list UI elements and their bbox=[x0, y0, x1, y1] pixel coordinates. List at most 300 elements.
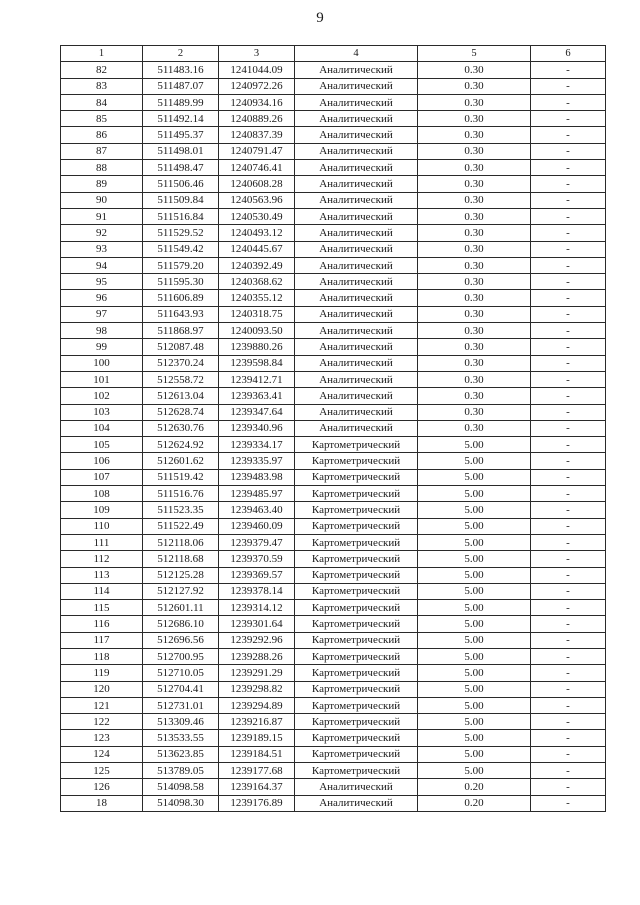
table-cell: Аналитический bbox=[295, 388, 418, 404]
table-row bbox=[61, 404, 606, 420]
table-row bbox=[61, 274, 606, 290]
table-cell: 511483.16 bbox=[143, 62, 219, 78]
table-cell: 513533.55 bbox=[143, 730, 219, 746]
table-cell: 105 bbox=[61, 437, 143, 453]
table-cell: 121 bbox=[61, 697, 143, 713]
table-row bbox=[61, 371, 606, 387]
table-row bbox=[61, 306, 606, 322]
table-cell: 1239298.82 bbox=[219, 681, 295, 697]
table-cell: 1239460.09 bbox=[219, 518, 295, 534]
table-cell: 511549.42 bbox=[143, 241, 219, 257]
table-cell: 1239598.84 bbox=[219, 355, 295, 371]
table-cell: Картометрический bbox=[295, 632, 418, 648]
table-cell: 1239347.64 bbox=[219, 404, 295, 420]
table-cell: - bbox=[531, 94, 606, 110]
table-row bbox=[61, 453, 606, 469]
table-cell: 513789.05 bbox=[143, 763, 219, 779]
table-row bbox=[61, 241, 606, 257]
table-cell: 1239483.98 bbox=[219, 469, 295, 485]
table-row bbox=[61, 583, 606, 599]
table-row bbox=[61, 518, 606, 534]
table-cell: - bbox=[531, 486, 606, 502]
table-cell: Аналитический bbox=[295, 306, 418, 322]
table-row bbox=[61, 534, 606, 550]
table-cell: 1239412.71 bbox=[219, 371, 295, 387]
table-cell: 512125.28 bbox=[143, 567, 219, 583]
table-cell: 114 bbox=[61, 583, 143, 599]
table-cell: - bbox=[531, 176, 606, 192]
table-cell: 5.00 bbox=[418, 453, 531, 469]
table-cell: - bbox=[531, 208, 606, 224]
table-cell: - bbox=[531, 746, 606, 762]
table-cell: 5.00 bbox=[418, 567, 531, 583]
table-row bbox=[61, 78, 606, 94]
table-cell: 0.30 bbox=[418, 208, 531, 224]
table-cell: 0.30 bbox=[418, 192, 531, 208]
table-cell: - bbox=[531, 62, 606, 78]
table-row bbox=[61, 143, 606, 159]
table-cell: 0.30 bbox=[418, 127, 531, 143]
table-row bbox=[61, 632, 606, 648]
table-cell: 116 bbox=[61, 616, 143, 632]
table-cell: 512558.72 bbox=[143, 371, 219, 387]
table-cell: 120 bbox=[61, 681, 143, 697]
table-cell: 0.30 bbox=[418, 371, 531, 387]
table-cell: - bbox=[531, 534, 606, 550]
table-cell: 511495.37 bbox=[143, 127, 219, 143]
table-cell: 111 bbox=[61, 534, 143, 550]
table-cell: 1239370.59 bbox=[219, 551, 295, 567]
table-cell: 511489.99 bbox=[143, 94, 219, 110]
table-cell: 115 bbox=[61, 600, 143, 616]
table-cell: 1239292.96 bbox=[219, 632, 295, 648]
table-row bbox=[61, 208, 606, 224]
table-row bbox=[61, 600, 606, 616]
table-cell: Картометрический bbox=[295, 469, 418, 485]
table-cell: 513623.85 bbox=[143, 746, 219, 762]
table-cell: Картометрический bbox=[295, 600, 418, 616]
table-row bbox=[61, 62, 606, 78]
table-cell: 511522.49 bbox=[143, 518, 219, 534]
table-cell: 511595.30 bbox=[143, 274, 219, 290]
table-cell: 89 bbox=[61, 176, 143, 192]
column-header: 4 bbox=[295, 46, 418, 62]
table-cell: 0.30 bbox=[418, 176, 531, 192]
table-cell: Аналитический bbox=[295, 404, 418, 420]
table-cell: 87 bbox=[61, 143, 143, 159]
table-cell: - bbox=[531, 290, 606, 306]
table-cell: - bbox=[531, 469, 606, 485]
table-cell: 512118.06 bbox=[143, 534, 219, 550]
table-cell: 511643.93 bbox=[143, 306, 219, 322]
table-cell: 0.30 bbox=[418, 339, 531, 355]
table-cell: 1239301.64 bbox=[219, 616, 295, 632]
table-cell: 104 bbox=[61, 420, 143, 436]
table-cell: 512370.24 bbox=[143, 355, 219, 371]
table-cell: 5.00 bbox=[418, 697, 531, 713]
table-row bbox=[61, 746, 606, 762]
table-cell: - bbox=[531, 763, 606, 779]
table-cell: 109 bbox=[61, 502, 143, 518]
table-cell: 512601.62 bbox=[143, 453, 219, 469]
table-row bbox=[61, 355, 606, 371]
table-body bbox=[61, 62, 606, 812]
table-cell: 1240392.49 bbox=[219, 257, 295, 273]
table-cell: 123 bbox=[61, 730, 143, 746]
table-cell: 511516.84 bbox=[143, 208, 219, 224]
table-cell: 511487.07 bbox=[143, 78, 219, 94]
table-cell: 118 bbox=[61, 648, 143, 664]
table-row bbox=[61, 763, 606, 779]
table-cell: 0.30 bbox=[418, 143, 531, 159]
table-cell: Картометрический bbox=[295, 534, 418, 550]
table-cell: - bbox=[531, 78, 606, 94]
table-cell: 108 bbox=[61, 486, 143, 502]
table-cell: Аналитический bbox=[295, 176, 418, 192]
table-cell: 5.00 bbox=[418, 600, 531, 616]
table-cell: - bbox=[531, 665, 606, 681]
column-header: 3 bbox=[219, 46, 295, 62]
table-cell: - bbox=[531, 600, 606, 616]
table-cell: 1241044.09 bbox=[219, 62, 295, 78]
table-cell: 100 bbox=[61, 355, 143, 371]
page-number: 9 bbox=[316, 10, 324, 26]
table-cell: 5.00 bbox=[418, 763, 531, 779]
table-cell: 0.30 bbox=[418, 78, 531, 94]
table-cell: Картометрический bbox=[295, 486, 418, 502]
table-cell: 512127.92 bbox=[143, 583, 219, 599]
table-cell: 1240746.41 bbox=[219, 160, 295, 176]
table-cell: - bbox=[531, 420, 606, 436]
table-cell: Картометрический bbox=[295, 714, 418, 730]
table-cell: Картометрический bbox=[295, 763, 418, 779]
table-cell: Картометрический bbox=[295, 502, 418, 518]
table-cell: 512087.48 bbox=[143, 339, 219, 355]
table-cell: Картометрический bbox=[295, 437, 418, 453]
table-cell: 103 bbox=[61, 404, 143, 420]
table-cell: 1240837.39 bbox=[219, 127, 295, 143]
table-cell: 1239216.87 bbox=[219, 714, 295, 730]
table-cell: 512118.68 bbox=[143, 551, 219, 567]
table-cell: 512601.11 bbox=[143, 600, 219, 616]
table-cell: - bbox=[531, 697, 606, 713]
table-cell: - bbox=[531, 795, 606, 811]
table-cell: Картометрический bbox=[295, 648, 418, 664]
table-row bbox=[61, 502, 606, 518]
table-row bbox=[61, 290, 606, 306]
table-cell: 1240093.50 bbox=[219, 323, 295, 339]
table-cell: 512704.41 bbox=[143, 681, 219, 697]
table-row bbox=[61, 697, 606, 713]
table-cell: - bbox=[531, 127, 606, 143]
table-cell: 1239485.97 bbox=[219, 486, 295, 502]
table-cell: Картометрический bbox=[295, 616, 418, 632]
table-cell: - bbox=[531, 730, 606, 746]
table-cell: - bbox=[531, 257, 606, 273]
table-cell: 511498.47 bbox=[143, 160, 219, 176]
table-row bbox=[61, 225, 606, 241]
table-cell: Картометрический bbox=[295, 681, 418, 697]
table-cell: 0.30 bbox=[418, 160, 531, 176]
column-header: 1 bbox=[61, 46, 143, 62]
table-cell: 84 bbox=[61, 94, 143, 110]
table-cell: 1240493.12 bbox=[219, 225, 295, 241]
table-cell: 113 bbox=[61, 567, 143, 583]
table-cell: 1239379.47 bbox=[219, 534, 295, 550]
table-cell: - bbox=[531, 225, 606, 241]
table-cell: 514098.58 bbox=[143, 779, 219, 795]
table-cell: 5.00 bbox=[418, 518, 531, 534]
table-row bbox=[61, 257, 606, 273]
table-row bbox=[61, 111, 606, 127]
table-cell: - bbox=[531, 241, 606, 257]
table-cell: 512628.74 bbox=[143, 404, 219, 420]
table-row bbox=[61, 192, 606, 208]
table-cell: Картометрический bbox=[295, 453, 418, 469]
column-header: 6 bbox=[531, 46, 606, 62]
table-cell: Аналитический bbox=[295, 208, 418, 224]
table-cell: 1239164.37 bbox=[219, 779, 295, 795]
table-cell: 93 bbox=[61, 241, 143, 257]
table-cell: Картометрический bbox=[295, 518, 418, 534]
table-cell: Картометрический bbox=[295, 665, 418, 681]
table-cell: 82 bbox=[61, 62, 143, 78]
table-row bbox=[61, 127, 606, 143]
table-cell: 1239378.14 bbox=[219, 583, 295, 599]
table-row bbox=[61, 437, 606, 453]
table-cell: 117 bbox=[61, 632, 143, 648]
table-cell: 5.00 bbox=[418, 746, 531, 762]
table-cell: 1239369.57 bbox=[219, 567, 295, 583]
table-cell: - bbox=[531, 437, 606, 453]
table-cell: 0.20 bbox=[418, 779, 531, 795]
table-cell: Картометрический bbox=[295, 583, 418, 599]
table-row bbox=[61, 779, 606, 795]
table-row bbox=[61, 551, 606, 567]
table-cell: 511606.89 bbox=[143, 290, 219, 306]
table-cell: 5.00 bbox=[418, 583, 531, 599]
table-cell: 112 bbox=[61, 551, 143, 567]
table-cell: - bbox=[531, 339, 606, 355]
table-cell: - bbox=[531, 632, 606, 648]
table-cell: 92 bbox=[61, 225, 143, 241]
table-cell: Аналитический bbox=[295, 257, 418, 273]
table-cell: 1240608.28 bbox=[219, 176, 295, 192]
table-cell: 102 bbox=[61, 388, 143, 404]
table-cell: 1239294.89 bbox=[219, 697, 295, 713]
table-cell: 5.00 bbox=[418, 551, 531, 567]
table-cell: 1240934.16 bbox=[219, 94, 295, 110]
table-cell: - bbox=[531, 143, 606, 159]
table-cell: - bbox=[531, 779, 606, 795]
table-cell: 511509.84 bbox=[143, 192, 219, 208]
table-cell: Аналитический bbox=[295, 111, 418, 127]
table-cell: 511868.97 bbox=[143, 323, 219, 339]
table-row bbox=[61, 176, 606, 192]
table-cell: - bbox=[531, 306, 606, 322]
table-cell: 1239314.12 bbox=[219, 600, 295, 616]
table-header bbox=[61, 46, 606, 62]
table-cell: 5.00 bbox=[418, 648, 531, 664]
coordinates-table bbox=[60, 45, 606, 812]
table-cell: 0.30 bbox=[418, 388, 531, 404]
table-cell: 0.30 bbox=[418, 225, 531, 241]
table-cell: Картометрический bbox=[295, 567, 418, 583]
table-header-row bbox=[61, 46, 606, 62]
table-cell: 1240791.47 bbox=[219, 143, 295, 159]
table-cell: 0.20 bbox=[418, 795, 531, 811]
table-cell: Аналитический bbox=[295, 143, 418, 159]
table-cell: Аналитический bbox=[295, 355, 418, 371]
table-cell: - bbox=[531, 404, 606, 420]
table-cell: 0.30 bbox=[418, 323, 531, 339]
table-cell: 1239463.40 bbox=[219, 502, 295, 518]
table-cell: 107 bbox=[61, 469, 143, 485]
table-row bbox=[61, 94, 606, 110]
table-cell: - bbox=[531, 160, 606, 176]
table-cell: Аналитический bbox=[295, 241, 418, 257]
table-cell: 512686.10 bbox=[143, 616, 219, 632]
table-cell: 0.30 bbox=[418, 241, 531, 257]
table-cell: 126 bbox=[61, 779, 143, 795]
table-row bbox=[61, 323, 606, 339]
table-cell: - bbox=[531, 371, 606, 387]
table-cell: 0.30 bbox=[418, 274, 531, 290]
table-cell: 5.00 bbox=[418, 681, 531, 697]
table-cell: 0.30 bbox=[418, 420, 531, 436]
table-cell: 511506.46 bbox=[143, 176, 219, 192]
table-cell: 1240355.12 bbox=[219, 290, 295, 306]
table-cell: - bbox=[531, 502, 606, 518]
table-cell: Аналитический bbox=[295, 94, 418, 110]
column-header: 5 bbox=[418, 46, 531, 62]
table-row bbox=[61, 795, 606, 811]
table-cell: 0.30 bbox=[418, 94, 531, 110]
table-cell: 5.00 bbox=[418, 469, 531, 485]
table-cell: - bbox=[531, 616, 606, 632]
table-cell: Аналитический bbox=[295, 192, 418, 208]
table-cell: 86 bbox=[61, 127, 143, 143]
table-row bbox=[61, 339, 606, 355]
table-cell: - bbox=[531, 355, 606, 371]
table-row bbox=[61, 160, 606, 176]
table-cell: - bbox=[531, 111, 606, 127]
table-cell: Аналитический bbox=[295, 78, 418, 94]
table-cell: 85 bbox=[61, 111, 143, 127]
table-row bbox=[61, 469, 606, 485]
table-cell: 1239177.68 bbox=[219, 763, 295, 779]
table-cell: 1240318.75 bbox=[219, 306, 295, 322]
table-cell: 83 bbox=[61, 78, 143, 94]
table-cell: 0.30 bbox=[418, 257, 531, 273]
table-cell: 124 bbox=[61, 746, 143, 762]
table-cell: 5.00 bbox=[418, 616, 531, 632]
table-cell: Картометрический bbox=[295, 697, 418, 713]
table-cell: 5.00 bbox=[418, 632, 531, 648]
table-cell: Аналитический bbox=[295, 339, 418, 355]
table-cell: 514098.30 bbox=[143, 795, 219, 811]
table-cell: - bbox=[531, 388, 606, 404]
table-cell: - bbox=[531, 518, 606, 534]
table-cell: 512710.05 bbox=[143, 665, 219, 681]
table-cell: 512630.76 bbox=[143, 420, 219, 436]
table-row bbox=[61, 486, 606, 502]
table-cell: 98 bbox=[61, 323, 143, 339]
table-cell: 1239363.41 bbox=[219, 388, 295, 404]
table-cell: - bbox=[531, 274, 606, 290]
table-row bbox=[61, 681, 606, 697]
table-cell: 1239288.26 bbox=[219, 648, 295, 664]
table-cell: - bbox=[531, 551, 606, 567]
table-row bbox=[61, 730, 606, 746]
table-cell: 96 bbox=[61, 290, 143, 306]
table-cell: 95 bbox=[61, 274, 143, 290]
table-cell: Аналитический bbox=[295, 323, 418, 339]
table-cell: 511516.76 bbox=[143, 486, 219, 502]
table-row bbox=[61, 616, 606, 632]
table-cell: 0.30 bbox=[418, 404, 531, 420]
table-cell: 5.00 bbox=[418, 714, 531, 730]
table-cell: 511579.20 bbox=[143, 257, 219, 273]
table-cell: 1239189.15 bbox=[219, 730, 295, 746]
table-cell: 5.00 bbox=[418, 437, 531, 453]
table-cell: 1239880.26 bbox=[219, 339, 295, 355]
table-cell: - bbox=[531, 192, 606, 208]
table-cell: 0.30 bbox=[418, 306, 531, 322]
table-cell: 1239335.97 bbox=[219, 453, 295, 469]
table-cell: 101 bbox=[61, 371, 143, 387]
table-cell: 0.30 bbox=[418, 111, 531, 127]
table-cell: Аналитический bbox=[295, 795, 418, 811]
table-cell: 122 bbox=[61, 714, 143, 730]
table-cell: 512731.01 bbox=[143, 697, 219, 713]
table-cell: Картометрический bbox=[295, 746, 418, 762]
table-cell: 511498.01 bbox=[143, 143, 219, 159]
table-cell: - bbox=[531, 714, 606, 730]
table-cell: 513309.46 bbox=[143, 714, 219, 730]
table-cell: 5.00 bbox=[418, 486, 531, 502]
table-cell: 512624.92 bbox=[143, 437, 219, 453]
table-cell: 0.30 bbox=[418, 62, 531, 78]
table-cell: 18 bbox=[61, 795, 143, 811]
table-cell: Аналитический bbox=[295, 225, 418, 241]
table-cell: 119 bbox=[61, 665, 143, 681]
table-cell: 1239291.29 bbox=[219, 665, 295, 681]
table-row bbox=[61, 648, 606, 664]
table-cell: Аналитический bbox=[295, 779, 418, 795]
table-cell: 511523.35 bbox=[143, 502, 219, 518]
table-row bbox=[61, 420, 606, 436]
table-cell: Картометрический bbox=[295, 730, 418, 746]
table-cell: 512613.04 bbox=[143, 388, 219, 404]
table-cell: 5.00 bbox=[418, 502, 531, 518]
table-row bbox=[61, 567, 606, 583]
table-cell: 106 bbox=[61, 453, 143, 469]
table-cell: 511492.14 bbox=[143, 111, 219, 127]
table-cell: Аналитический bbox=[295, 274, 418, 290]
column-header: 2 bbox=[143, 46, 219, 62]
table-cell: 1240563.96 bbox=[219, 192, 295, 208]
table-cell: 94 bbox=[61, 257, 143, 273]
table-cell: 511519.42 bbox=[143, 469, 219, 485]
table-cell: - bbox=[531, 648, 606, 664]
table-cell: Аналитический bbox=[295, 420, 418, 436]
table-cell: 88 bbox=[61, 160, 143, 176]
table-cell: 1240972.26 bbox=[219, 78, 295, 94]
table-cell: 5.00 bbox=[418, 730, 531, 746]
table-cell: 91 bbox=[61, 208, 143, 224]
table-cell: 1240368.62 bbox=[219, 274, 295, 290]
